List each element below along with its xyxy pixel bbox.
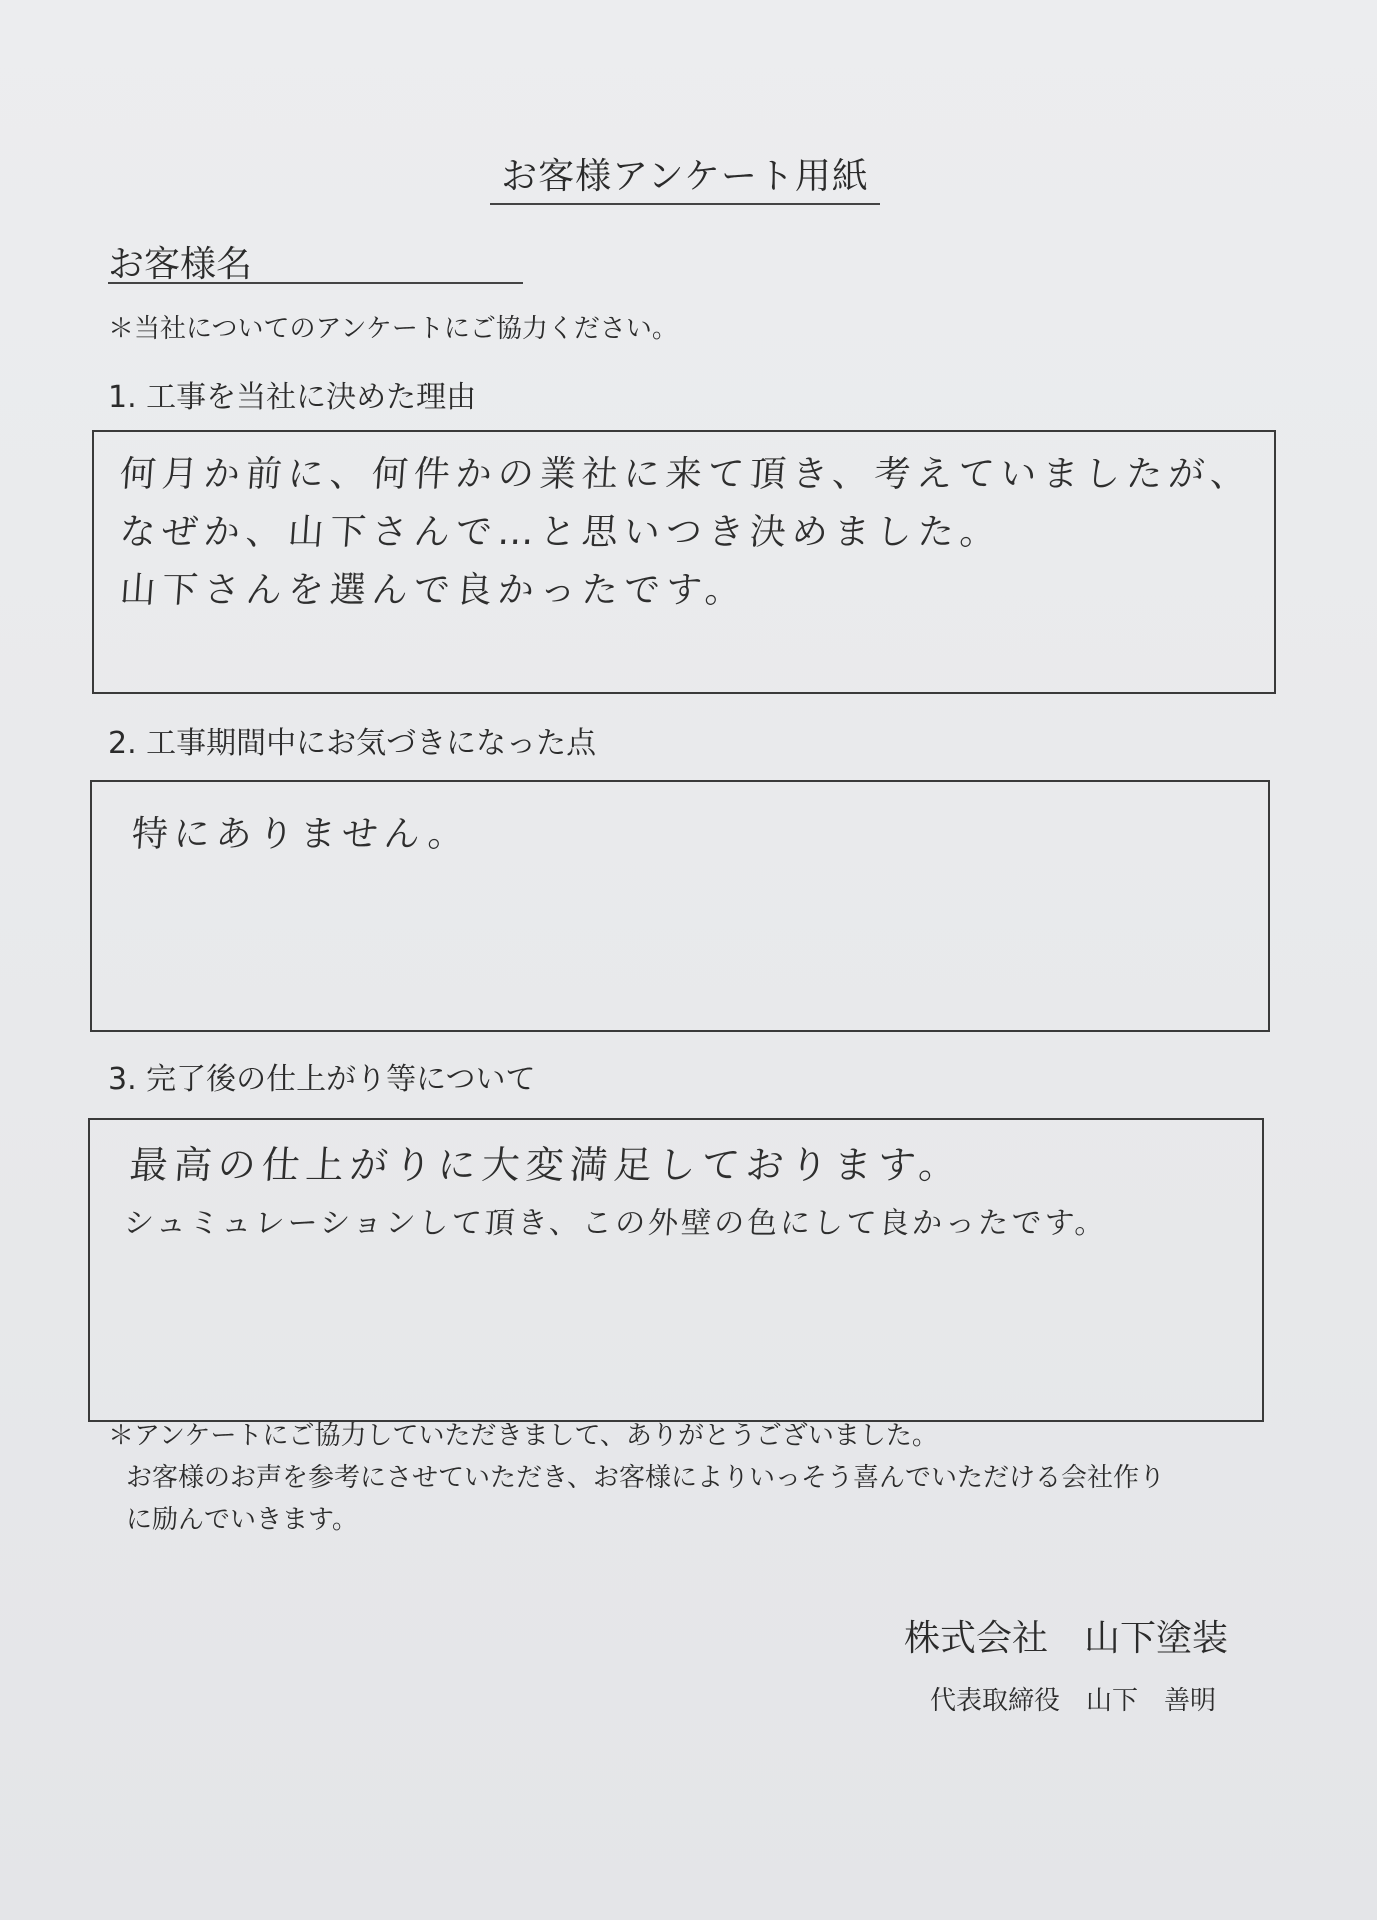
customer-name-field <box>108 236 523 284</box>
answer-3-line-1: 最高の仕上がりに大変満足しております。 <box>128 1143 965 1187</box>
answer-1-line-1: 何月か前に、何件かの業社に来て頂き、考えていましたが、 <box>118 454 1254 495</box>
customer-name-label: お客様名 <box>108 244 253 285</box>
answer-1-line-2: なぜか、山下さんで…と思いつき決めました。 <box>118 512 1004 553</box>
representative-name: 代表取締役 山下 善明 <box>930 1686 1217 1716</box>
closing-line-2: お客様のお声を参考にさせていただき、お客様によりいっそう喜んでいただける会社作り <box>126 1463 1165 1493</box>
form-title: お客様アンケート用紙 <box>490 148 880 205</box>
intro-text: ＊当社についてのアンケートにご協力ください。 <box>108 314 678 344</box>
company-name: 株式会社 山下塗装 <box>904 1618 1229 1659</box>
answer-box-1 <box>92 430 1276 694</box>
answer-2-line-1: 特にありません。 <box>130 814 472 855</box>
answer-box-3 <box>88 1118 1264 1422</box>
closing-line-1: ＊アンケートにご協力していただきまして、ありがとうございました。 <box>108 1421 938 1451</box>
question-3-label: 3. 完了後の仕上がり等について <box>108 1062 536 1097</box>
question-2-label: 2. 工事期間中にお気づきになった点 <box>108 726 597 761</box>
closing-note <box>108 1415 1165 1541</box>
closing-line-3: に励んでいきます。 <box>126 1505 358 1535</box>
answer-box-2 <box>90 780 1270 1032</box>
answer-1-line-3: 山下さんを選んで良かったです。 <box>118 570 749 611</box>
question-1-label: 1. 工事を当社に決めた理由 <box>108 380 477 415</box>
answer-3-line-2: シュミュレーションして頂き、この外壁の色にして良かったです。 <box>122 1206 1109 1241</box>
